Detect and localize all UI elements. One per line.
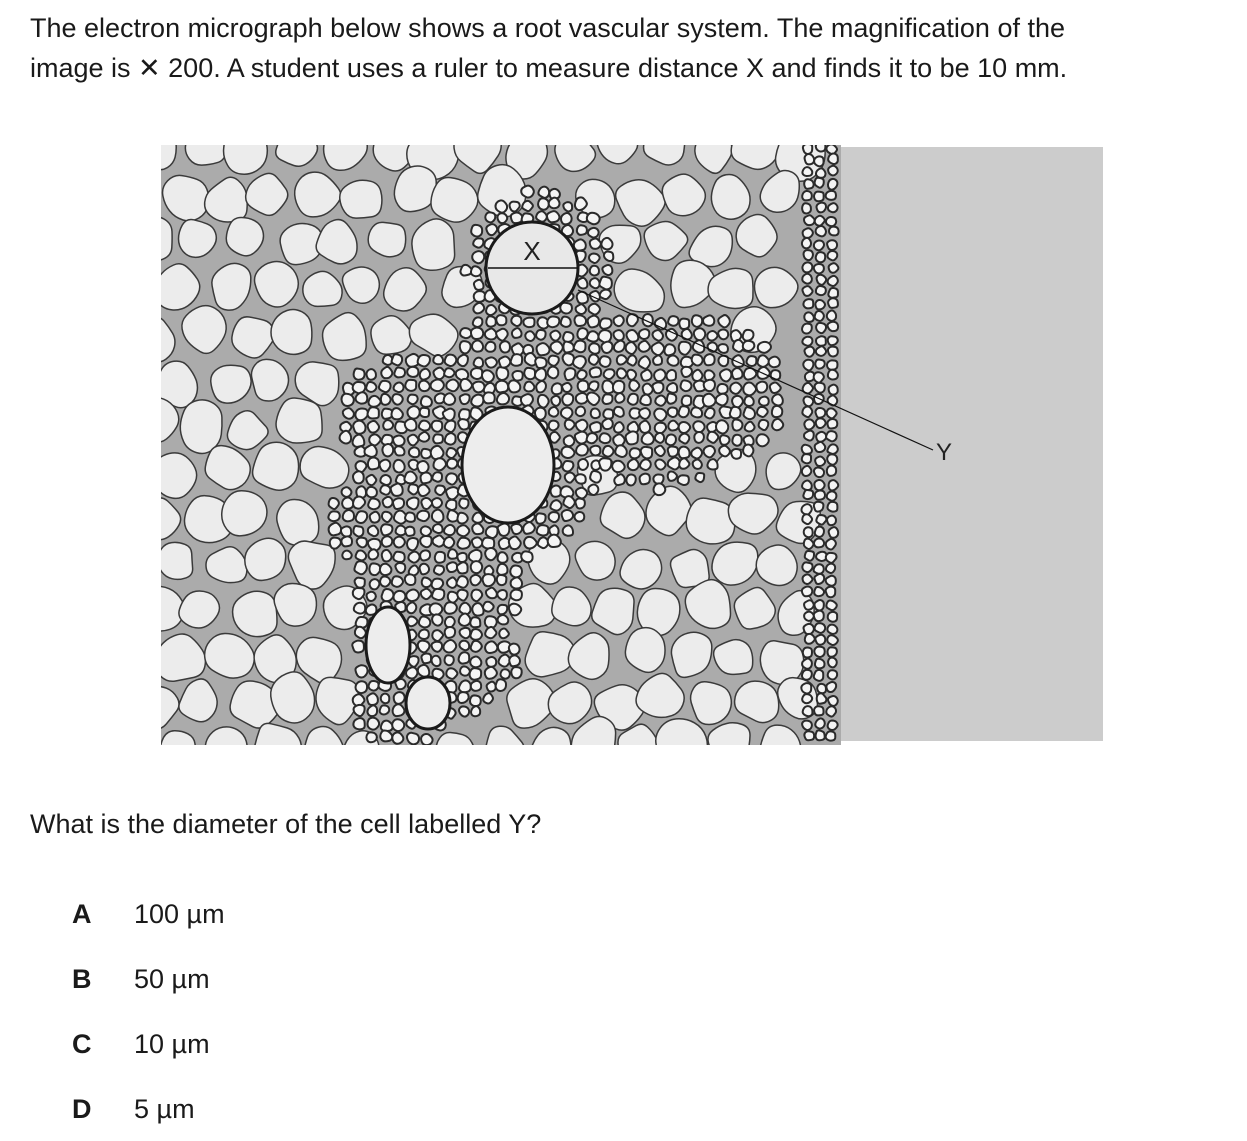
option-value: 100 µm xyxy=(134,898,225,929)
option-letter: B xyxy=(72,963,92,994)
option-value: 5 µm xyxy=(134,1093,195,1124)
option-letter: C xyxy=(72,1028,92,1059)
question-text xyxy=(30,8,1220,88)
micrograph-drawing xyxy=(158,140,1108,750)
option-d[interactable] xyxy=(72,1089,195,1129)
label-x: X xyxy=(523,236,541,266)
question-line-1: The electron micrograph below shows a root vascular system. The magnification of the xyxy=(30,13,1065,43)
xylem-vessel-small-2 xyxy=(406,677,450,729)
option-letter: D xyxy=(72,1093,92,1124)
question-line-2: image is ✕ 200. A student uses a ruler to measure distance X and finds it to be 10 mm. xyxy=(30,53,1068,83)
micrograph-figure xyxy=(158,140,1108,750)
option-value: 10 µm xyxy=(134,1028,210,1059)
option-a[interactable] xyxy=(72,894,225,934)
option-c[interactable] xyxy=(72,1024,210,1064)
xylem-vessel-small xyxy=(366,607,410,683)
label-y: Y xyxy=(936,439,953,466)
xylem-vessel xyxy=(462,407,554,523)
cell-x xyxy=(486,222,578,314)
prompt-text: What is the diameter of the cell labelled Y? xyxy=(30,809,542,839)
option-letter: A xyxy=(72,898,92,929)
background-panel xyxy=(838,147,1103,741)
option-value: 50 µm xyxy=(134,963,210,994)
option-b[interactable] xyxy=(72,959,210,999)
